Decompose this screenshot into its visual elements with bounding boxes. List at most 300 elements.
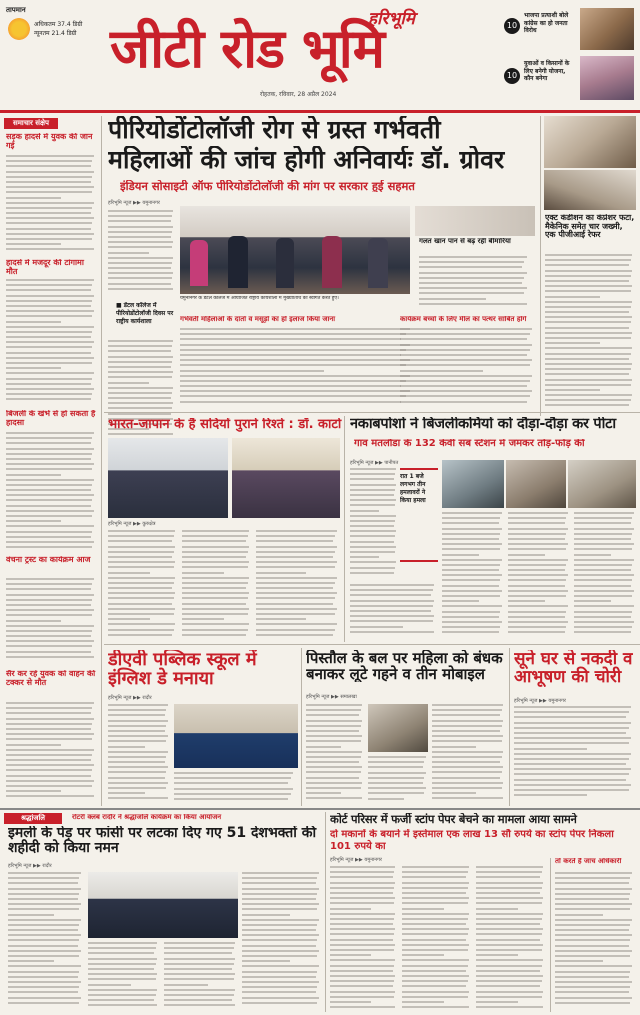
text-line	[476, 933, 542, 935]
text-line	[442, 631, 499, 633]
text-line	[350, 584, 434, 586]
text-line	[242, 939, 317, 941]
text-line	[108, 371, 173, 373]
text-line	[108, 231, 172, 233]
text-line	[6, 228, 91, 230]
story4-body-1	[108, 704, 170, 804]
story5-photo	[368, 704, 428, 752]
text-line	[6, 202, 94, 204]
text-line	[402, 913, 469, 915]
promo-2-number: 10	[504, 68, 520, 84]
text-line	[306, 777, 359, 779]
text-line	[574, 605, 634, 607]
text-line	[182, 530, 249, 532]
text-line	[256, 577, 337, 579]
bottom-right-body-1	[330, 866, 398, 1012]
text-line	[108, 746, 145, 748]
text-line	[514, 722, 631, 724]
text-line	[6, 346, 92, 348]
text-line	[164, 973, 235, 975]
text-line	[182, 623, 249, 625]
text-line	[545, 327, 629, 329]
text-line	[6, 645, 92, 647]
text-line	[242, 903, 319, 905]
text-line	[508, 569, 565, 571]
text-line	[555, 888, 632, 890]
text-line	[174, 772, 293, 774]
text-line	[330, 882, 395, 884]
text-line	[6, 315, 92, 317]
text-line	[8, 976, 78, 978]
text-line	[555, 997, 632, 999]
text-line	[108, 603, 172, 605]
text-line	[8, 929, 78, 931]
text-line	[330, 887, 394, 889]
text-line	[242, 919, 319, 921]
text-line	[256, 556, 333, 558]
text-line	[108, 246, 172, 248]
text-line	[574, 559, 634, 561]
section-label-briefs: समाचार संक्षेप	[4, 118, 58, 129]
text-line	[432, 756, 502, 758]
text-line	[574, 533, 632, 535]
text-line	[508, 605, 568, 607]
text-line	[402, 985, 466, 987]
text-line	[6, 372, 94, 374]
lead-box-title: गलत खान पान से बढ़ रही बीमारियां	[419, 238, 511, 245]
text-line	[8, 882, 78, 884]
text-line	[368, 766, 423, 768]
story3-body-2	[442, 512, 504, 640]
text-line	[242, 1002, 317, 1004]
promo-1-text: भाजपा प्रत्याशी बोले कांग्रेस का हो जनता विरोध	[524, 12, 569, 34]
bottom-left-body-3	[164, 942, 238, 1012]
text-line	[350, 525, 394, 527]
text-line	[402, 897, 469, 899]
text-line	[6, 712, 91, 714]
text-line	[108, 587, 172, 589]
text-line	[442, 600, 479, 602]
sun-icon	[8, 18, 30, 40]
text-line	[350, 515, 396, 517]
bottom-right-subhead: दो मकानों के बयाने में इस्तेमाल एक लाख 13 सौ रुपये का स्टांप पेपर निकला 101 रुपये का	[330, 829, 614, 852]
text-line	[108, 226, 173, 228]
text-line	[555, 960, 603, 962]
text-line	[242, 877, 317, 879]
text-line	[108, 535, 174, 537]
story3-body-5	[350, 584, 438, 640]
text-line	[182, 540, 246, 542]
story3-byline: हरिभूमि न्यूज ▶▶ पानीपत	[350, 460, 399, 466]
text-line	[242, 888, 319, 890]
text-line	[442, 590, 502, 592]
text-line	[402, 876, 466, 878]
text-line	[402, 970, 466, 972]
text-line	[442, 554, 479, 556]
text-line	[555, 893, 630, 895]
text-line	[6, 362, 92, 364]
text-line	[545, 259, 631, 261]
text-line	[402, 944, 469, 946]
right-story-photo-2	[544, 170, 636, 210]
promo-box-1[interactable]	[504, 8, 634, 53]
text-line	[368, 782, 423, 784]
text-line	[88, 984, 131, 986]
text-line	[545, 285, 632, 287]
text-line	[6, 795, 94, 797]
text-line	[6, 541, 94, 543]
text-line	[514, 779, 626, 781]
text-line	[6, 453, 92, 455]
text-line	[108, 561, 175, 563]
text-line	[432, 740, 502, 742]
brand-small: हरिभूमि	[368, 9, 415, 29]
text-line	[508, 626, 566, 628]
text-line	[182, 629, 248, 631]
text-line	[476, 1001, 518, 1003]
story3-photo-2	[506, 460, 566, 508]
text-line	[6, 505, 91, 507]
text-line	[6, 620, 61, 622]
lead-sub1-title: गर्भवती महिलाओं के दांतों व मसूड़ों का हो इलाज किया जाना	[180, 316, 336, 323]
text-line	[402, 908, 444, 910]
text-line	[545, 379, 632, 381]
text-line	[182, 577, 249, 579]
text-line	[514, 748, 587, 750]
text-line	[108, 340, 173, 342]
text-line	[6, 790, 61, 792]
text-line	[476, 970, 540, 972]
masthead	[0, 0, 640, 110]
text-line	[306, 704, 362, 706]
text-line	[256, 546, 337, 548]
text-line	[432, 704, 503, 706]
text-line	[400, 344, 532, 346]
text-line	[508, 517, 566, 519]
text-line	[108, 272, 173, 274]
text-line	[182, 546, 249, 548]
text-line	[545, 404, 629, 406]
text-line	[108, 582, 174, 584]
text-line	[400, 328, 532, 330]
text-line	[402, 887, 468, 889]
text-line	[350, 615, 434, 617]
text-line	[476, 897, 543, 899]
text-line	[419, 272, 527, 274]
text-line	[6, 295, 94, 297]
text-line	[545, 275, 631, 277]
text-line	[400, 375, 532, 377]
text-line	[242, 955, 317, 957]
text-line	[6, 609, 94, 611]
text-line	[108, 597, 174, 599]
text-line	[330, 975, 395, 977]
text-line	[442, 579, 500, 581]
text-line	[242, 965, 319, 967]
text-line	[306, 746, 341, 748]
text-line	[350, 610, 431, 612]
row3-divider	[104, 644, 640, 645]
text-line	[508, 595, 566, 597]
text-line	[108, 433, 173, 435]
text-line	[545, 311, 629, 313]
text-line	[574, 621, 634, 623]
text-line	[6, 651, 91, 653]
dateline: रोहतक, रविवार, 28 अप्रैल 2024	[260, 91, 337, 98]
text-line	[508, 579, 566, 581]
bottom-right-body-3	[476, 866, 546, 1012]
promo-box-2[interactable]	[504, 56, 634, 104]
text-line	[6, 448, 94, 450]
story2-photo-2	[232, 438, 340, 518]
text-line	[6, 484, 92, 486]
text-line	[442, 548, 500, 550]
text-line	[108, 792, 145, 794]
text-line	[555, 976, 629, 978]
text-line	[8, 934, 81, 936]
bottom-right-headline: कोर्ट परिसर में फर्जी स्टांप पेपर बेचने का मामला आया सामने	[330, 813, 577, 826]
text-line	[330, 928, 395, 930]
text-line	[545, 347, 632, 349]
brief-2-title: हादसे में मजदूर की टांगामा मौत	[6, 259, 84, 276]
text-line	[442, 522, 499, 524]
weather-box	[6, 6, 94, 58]
text-line	[350, 561, 396, 563]
text-line	[6, 310, 94, 312]
text-line	[306, 735, 362, 737]
text-line	[6, 614, 92, 616]
text-line	[6, 238, 92, 240]
brief-4-title: वंचना ट्रस्ट का कार्यक्रम आज	[6, 556, 91, 564]
lead-subhead: इंडियन सोसाइटी ऑफ पीरियोडोंटोलॉजी की मांग पर सरकार हुई सहमत	[120, 180, 415, 193]
text-line	[574, 512, 634, 514]
brief-3-body	[6, 432, 98, 552]
text-line	[442, 595, 500, 597]
text-line	[242, 908, 317, 910]
text-line	[108, 257, 173, 259]
text-line	[108, 613, 174, 615]
brief-3-title: बिजली के खंभे से हो सकता है हादसा	[6, 410, 96, 427]
text-line	[476, 1006, 543, 1008]
text-line	[350, 499, 396, 501]
text-line	[508, 522, 565, 524]
text-line	[256, 587, 333, 589]
text-line	[6, 594, 94, 596]
lead-photo-caption: यमुनानगर के डेंटल कॉलेज में आयोजित राष्ट्रीय कार्यशाला में मुख्यातिथि का स्वागत करते हुए।	[180, 296, 339, 301]
story3-headline: नकाबपोशों ने बिजलीकर्मियों को दौड़ा-दौड़ा कर पीटा	[350, 417, 616, 432]
text-line	[88, 942, 157, 944]
text-line	[432, 709, 502, 711]
text-line	[6, 186, 94, 188]
text-line	[164, 994, 234, 996]
text-line	[6, 458, 91, 460]
text-line	[442, 512, 502, 514]
text-line	[476, 980, 542, 982]
text-line	[6, 442, 91, 444]
text-line	[400, 338, 527, 340]
text-line	[545, 254, 632, 256]
text-line	[545, 296, 600, 298]
text-line	[6, 388, 94, 390]
text-line	[256, 530, 337, 532]
text-line	[432, 725, 502, 727]
text-line	[108, 704, 168, 706]
text-line	[8, 919, 81, 921]
text-line	[108, 220, 171, 222]
text-line	[182, 551, 248, 553]
text-line	[6, 326, 94, 328]
text-line	[442, 517, 500, 519]
story5-body-3	[432, 704, 506, 804]
text-line	[330, 1001, 371, 1003]
lead-box-photo	[415, 206, 535, 236]
text-line	[242, 934, 319, 936]
text-line	[350, 484, 396, 486]
text-line	[574, 564, 632, 566]
text-line	[182, 603, 246, 605]
story6-headline: सूने घर से नकदी व आभूषण की चोरी	[514, 650, 633, 687]
text-line	[574, 574, 634, 576]
text-line	[6, 764, 94, 766]
text-line	[545, 394, 632, 396]
text-line	[476, 923, 540, 925]
brief-5-title: सैर कर रहे युवक को वाहन की टक्कर से मौत	[6, 670, 96, 687]
text-line	[6, 331, 92, 333]
text-line	[306, 740, 361, 742]
text-line	[6, 155, 94, 157]
text-line	[6, 367, 61, 369]
text-line	[402, 933, 468, 935]
text-line	[555, 929, 629, 931]
story6-byline: हरिभूमि न्यूज ▶▶ यमुनानगर	[514, 698, 566, 704]
text-line	[8, 908, 79, 910]
lead-sub2-title: कार्यक्रम बच्चों के लिए मील का पत्थर साबित होंगे	[400, 316, 527, 323]
text-line	[6, 378, 92, 380]
text-line	[242, 986, 317, 988]
text-line	[306, 720, 362, 722]
text-line	[574, 585, 631, 587]
text-line	[108, 730, 165, 732]
text-line	[368, 798, 404, 800]
text-line	[6, 499, 92, 501]
text-line	[108, 288, 173, 290]
text-line	[6, 630, 92, 632]
lead-sub1-body	[180, 328, 420, 408]
text-line	[514, 753, 631, 755]
text-line	[174, 777, 291, 779]
text-line	[182, 561, 249, 563]
text-line	[400, 333, 530, 335]
text-line	[545, 332, 632, 334]
text-line	[174, 798, 288, 800]
text-line	[242, 872, 319, 874]
text-line	[330, 902, 394, 904]
text-line	[574, 611, 632, 613]
text-line	[108, 215, 172, 217]
text-line	[514, 763, 626, 765]
text-line	[545, 384, 631, 386]
text-line	[574, 626, 632, 628]
text-line	[6, 321, 61, 323]
text-line	[88, 999, 154, 1001]
text-line	[419, 261, 524, 263]
text-line	[108, 350, 171, 352]
text-line	[256, 540, 333, 542]
text-line	[350, 631, 434, 633]
text-line	[306, 756, 361, 758]
text-line	[174, 788, 293, 790]
story2-body-3	[256, 530, 340, 640]
text-line	[306, 761, 359, 763]
text-line	[8, 965, 81, 967]
text-line	[108, 546, 175, 548]
text-line	[476, 949, 542, 951]
text-line	[330, 918, 394, 920]
text-line	[8, 991, 78, 993]
text-line	[306, 766, 362, 768]
text-line	[432, 797, 503, 799]
text-line	[400, 385, 527, 387]
text-line	[555, 986, 630, 988]
text-line	[514, 768, 631, 770]
text-line	[6, 625, 94, 627]
text-line	[476, 954, 518, 956]
text-line	[108, 262, 172, 264]
text-line	[180, 395, 406, 397]
text-line	[6, 176, 92, 178]
text-line	[350, 600, 434, 602]
text-line	[180, 333, 406, 335]
text-line	[6, 284, 92, 286]
story2-headline: भारत-जापान के हैं सदियों पुराने रिश्ते : डॉ. काटो	[108, 418, 342, 432]
text-line	[432, 720, 503, 722]
text-line	[508, 559, 568, 561]
text-line	[508, 538, 565, 540]
text-line	[350, 551, 395, 553]
text-line	[442, 616, 499, 618]
text-line	[400, 370, 483, 372]
text-line	[306, 787, 361, 789]
text-line	[108, 210, 173, 212]
text-line	[442, 585, 499, 587]
text-line	[108, 361, 172, 363]
weather-label: तापमान	[6, 6, 26, 14]
text-line	[476, 928, 543, 930]
text-line	[350, 567, 395, 569]
text-line	[514, 727, 629, 729]
text-line	[6, 383, 91, 385]
text-line	[442, 574, 502, 576]
text-line	[6, 233, 94, 235]
text-line	[400, 390, 532, 392]
text-line	[442, 533, 500, 535]
lead-right-divider	[540, 116, 541, 416]
text-line	[6, 702, 94, 704]
text-line	[330, 892, 393, 894]
text-line	[350, 626, 403, 628]
text-line	[476, 866, 543, 868]
text-line	[108, 766, 168, 768]
text-line	[6, 463, 94, 465]
text-line	[242, 898, 316, 900]
text-line	[8, 960, 54, 962]
text-line	[108, 629, 174, 631]
text-line	[508, 585, 565, 587]
text-line	[256, 566, 335, 568]
text-line	[6, 489, 91, 491]
brief-4-body	[6, 578, 98, 666]
text-line	[6, 723, 92, 725]
